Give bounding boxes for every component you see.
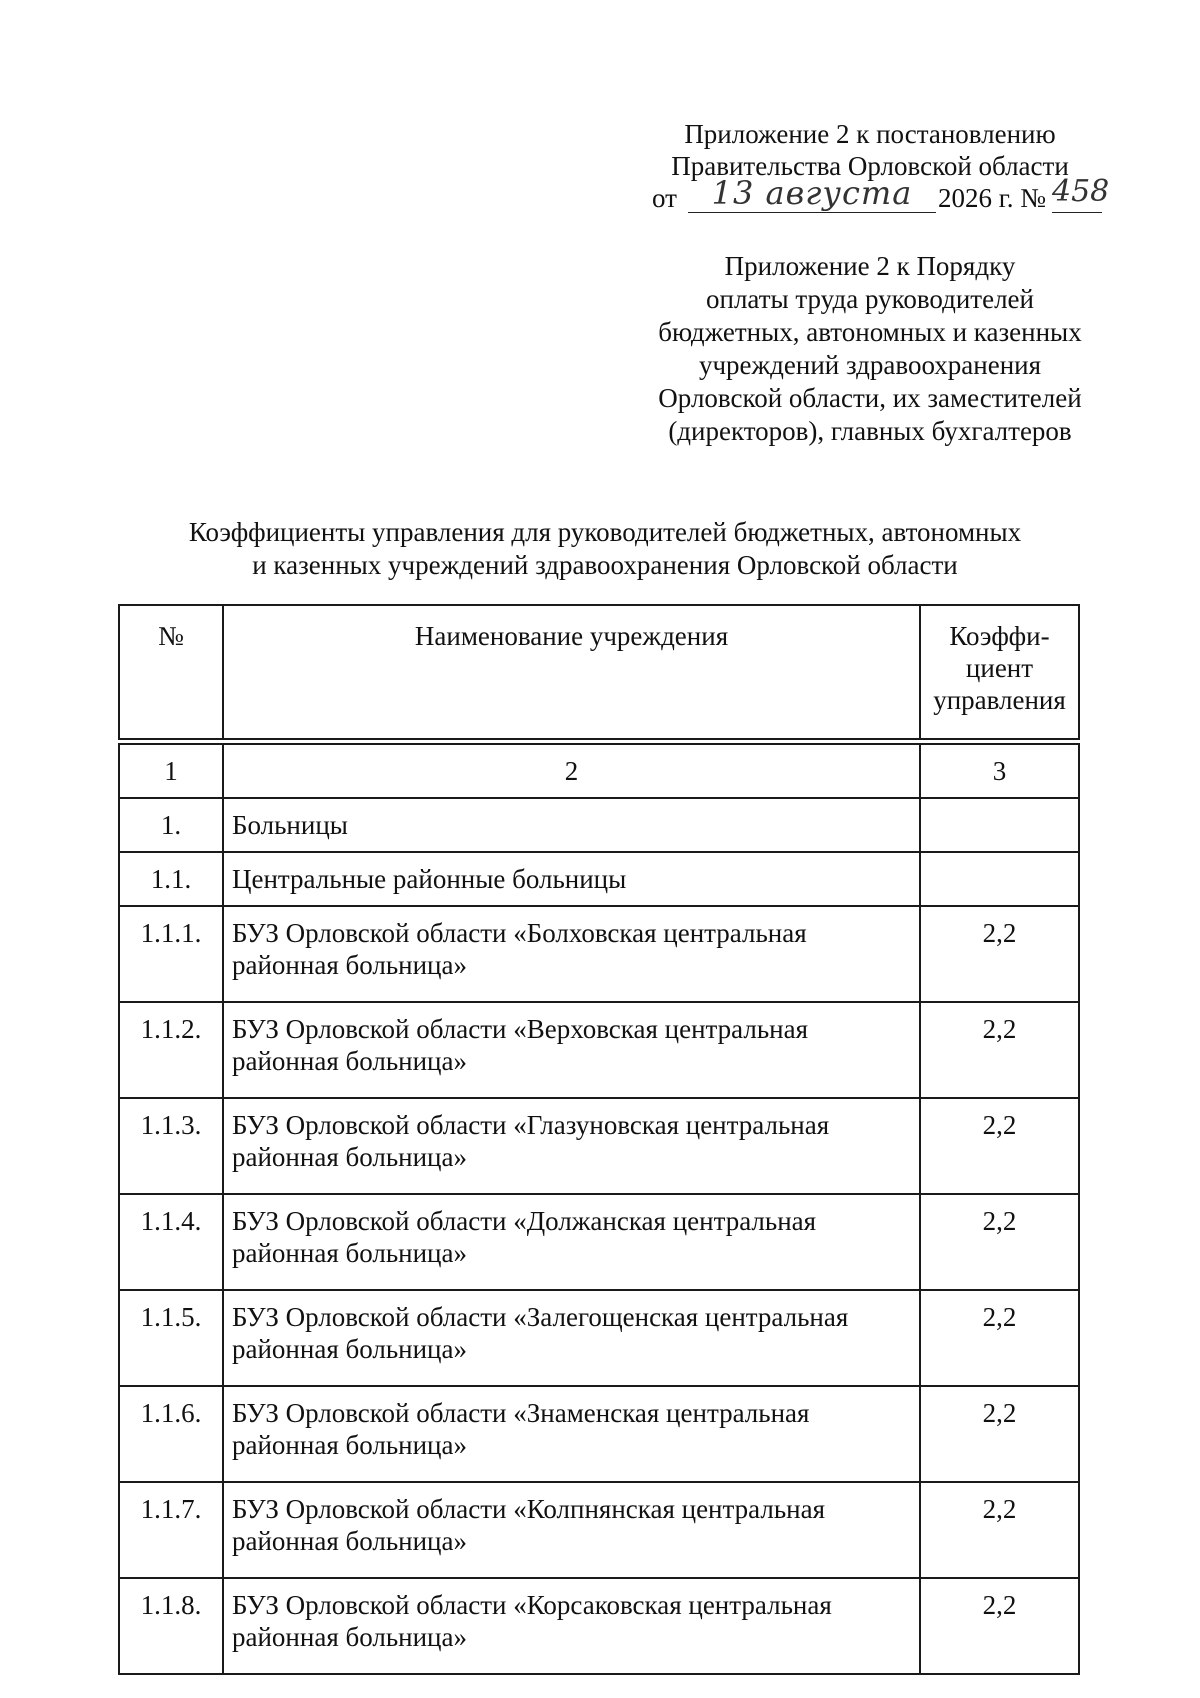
row-name-line2: районная больница» bbox=[232, 1046, 467, 1076]
row-name-line2: районная больница» bbox=[232, 1238, 467, 1268]
row-num: 1.1.4. bbox=[119, 1194, 223, 1290]
header-coef bbox=[920, 605, 1079, 739]
section-row bbox=[119, 798, 1079, 852]
row-name-line2: районная больница» bbox=[232, 1334, 467, 1364]
section-coef bbox=[920, 852, 1079, 906]
appendix-resolution-header bbox=[640, 118, 1110, 218]
row-name-line2: районная больница» bbox=[232, 1622, 467, 1652]
row-name bbox=[223, 1386, 920, 1482]
appendix-order-line: (директоров), главных бухгалтеров bbox=[668, 416, 1072, 446]
table-row bbox=[119, 1386, 1079, 1482]
row-coef: 2,2 bbox=[920, 1482, 1079, 1578]
row-num: 1.1.8. bbox=[119, 1578, 223, 1674]
row-num: 1.1.2. bbox=[119, 1002, 223, 1098]
appendix-order-line: Орловской области, их заместителей bbox=[658, 383, 1082, 413]
section-num: 1. bbox=[119, 798, 223, 852]
row-name-line2: районная больница» bbox=[232, 1430, 467, 1460]
resolution-date-line bbox=[640, 174, 1110, 218]
row-name bbox=[223, 1098, 920, 1194]
coefficients-table bbox=[118, 604, 1080, 1675]
appendix-order-line: Приложение 2 к Порядку bbox=[724, 251, 1016, 281]
row-name bbox=[223, 1578, 920, 1674]
appendix-order-line: бюджетных, автономных и казенных bbox=[658, 317, 1082, 347]
section-coef bbox=[920, 798, 1079, 852]
appendix-order-line: оплаты труда руководителей bbox=[706, 284, 1034, 314]
appendix-order-header bbox=[640, 250, 1100, 448]
table-row bbox=[119, 906, 1079, 1002]
table-row bbox=[119, 1578, 1079, 1674]
row-num: 1.1.6. bbox=[119, 1386, 223, 1482]
table-row bbox=[119, 1290, 1079, 1386]
row-coef: 2,2 bbox=[920, 906, 1079, 1002]
table-row bbox=[119, 1002, 1079, 1098]
row-coef: 2,2 bbox=[920, 1578, 1079, 1674]
section-row bbox=[119, 852, 1079, 906]
row-num: 1.1.7. bbox=[119, 1482, 223, 1578]
row-name bbox=[223, 1290, 920, 1386]
row-name-line1: БУЗ Орловской области «Верховская центральная bbox=[232, 1014, 809, 1044]
row-name bbox=[223, 906, 920, 1002]
row-name-line2: районная больница» bbox=[232, 1142, 467, 1172]
table-row bbox=[119, 1194, 1079, 1290]
row-coef: 2,2 bbox=[920, 1386, 1079, 1482]
handwritten-date: 13 августа bbox=[688, 174, 936, 213]
row-name-line1: БУЗ Орловской области «Знаменская центральная bbox=[232, 1398, 810, 1428]
row-num: 1.1.1. bbox=[119, 906, 223, 1002]
column-index-cell: 1 bbox=[119, 744, 223, 798]
row-name bbox=[223, 1002, 920, 1098]
appendix-order-line: учреждений здравоохранения bbox=[698, 350, 1042, 380]
row-name-line1: БУЗ Орловской области «Должанская центральная bbox=[232, 1206, 817, 1236]
header-coef-line1: Коэффи- bbox=[949, 621, 1050, 651]
table-header-row bbox=[119, 605, 1079, 739]
section-num: 1.1. bbox=[119, 852, 223, 906]
table-row bbox=[119, 1482, 1079, 1578]
header-coef-line3: управления bbox=[933, 685, 1066, 715]
row-num: 1.1.3. bbox=[119, 1098, 223, 1194]
row-num: 1.1.5. bbox=[119, 1290, 223, 1386]
column-index-cell: 2 bbox=[223, 744, 920, 798]
title-line1: Коэффициенты управления для руководителей бюджетных, автономных bbox=[188, 517, 1022, 547]
column-index-cell: 3 bbox=[920, 744, 1079, 798]
handwritten-number: 458 bbox=[1052, 172, 1102, 213]
table-row bbox=[119, 1098, 1079, 1194]
row-name-line1: БУЗ Орловской области «Болховская центральная bbox=[232, 918, 807, 948]
header-name: Наименование учреждения bbox=[223, 605, 920, 739]
appendix-resolution-line1: Приложение 2 к постановлению bbox=[684, 119, 1056, 149]
row-name bbox=[223, 1194, 920, 1290]
document-title bbox=[140, 516, 1070, 582]
row-name-line1: БУЗ Орловской области «Залегощенская центральная bbox=[232, 1302, 849, 1332]
title-line2: и казенных учреждений здравоохранения Орловской области bbox=[252, 550, 958, 580]
date-prefix: от bbox=[652, 183, 677, 213]
header-coef-line2: циент bbox=[965, 653, 1034, 683]
row-name-line1: БУЗ Орловской области «Корсаковская центральная bbox=[232, 1590, 832, 1620]
row-name-line1: БУЗ Орловской области «Глазуновская центральная bbox=[232, 1110, 830, 1140]
row-coef: 2,2 bbox=[920, 1194, 1079, 1290]
appendix-resolution-line2: Правительства Орловской области bbox=[671, 151, 1069, 181]
year-text: 2026 г. № bbox=[938, 183, 1047, 213]
row-name bbox=[223, 1482, 920, 1578]
row-name-line1: БУЗ Орловской области «Колпнянская центральная bbox=[232, 1494, 825, 1524]
row-name-line2: районная больница» bbox=[232, 950, 467, 980]
section-name: Центральные районные больницы bbox=[223, 852, 920, 906]
row-coef: 2,2 bbox=[920, 1002, 1079, 1098]
row-coef: 2,2 bbox=[920, 1290, 1079, 1386]
header-num: № bbox=[119, 605, 223, 739]
column-index-row bbox=[119, 744, 1079, 798]
row-name-line2: районная больница» bbox=[232, 1526, 467, 1556]
row-coef: 2,2 bbox=[920, 1098, 1079, 1194]
section-name: Больницы bbox=[223, 798, 920, 852]
